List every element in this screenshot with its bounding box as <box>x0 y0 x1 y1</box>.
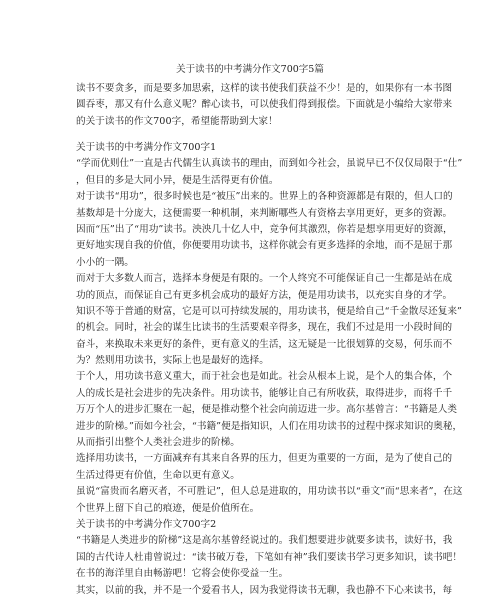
body-line: 功的顶点，而保证自己有更多机会成功的最好方法，便是用功读书，以充实自身的才学。 <box>76 289 453 301</box>
body-line: 为？然则用功读书，实际上也是最好的选择。 <box>76 355 269 367</box>
body-line: ，但目的多是大同小异，便是生活得更有价值。 <box>76 174 279 186</box>
body-line: 奋斗，来换取未来更好的条件，更有意义的生活，这无疑是一比很划算的交易，何乐而不 <box>76 338 453 350</box>
body-line: 知识不等于普通的财富，它是可以可持续发展的，用功读书，便是给自己“千金散尽还复来” <box>76 305 463 317</box>
intro-line: 圆吞枣，那又有什么意义呢？醉心读书，可以使我们得到报偿。下面就是小编给大家带来 <box>76 99 453 111</box>
body-line: 于个人，用功读书意义重大，而于社会也是如此。社会从根本上说，是个人的集合体，个 <box>76 371 453 383</box>
body-line: 而对于大多数人而言，选择本身便是有限的。一个人终究不可能保证自己一生都是站在成 <box>76 273 453 285</box>
body-line: “学而优则仕”一直是古代儒生认真读书的理由，而到如今社会，虽说早已不仅仅局限于“仕” <box>76 158 463 170</box>
article-body <box>76 140 463 599</box>
body-line: 其实，以前的我，并不是一个爱看书人，因为我觉得读书无聊，我也静不下心来读书，每 <box>76 584 453 596</box>
body-line: 更好地实现自我的价值，你便要用功读书，这样你就会有更多选择的余地，而不是屈于那 <box>76 240 453 252</box>
body-line: 万万个人的进步汇聚在一起，便是推动整个社会向前迈进一步。高尔基曾言：“书籍是人类 <box>76 404 458 416</box>
body-line: 的机会。同时，社会的谋生比读书的生活要艰辛得多，现在，我们不过是用一小段时间的 <box>76 322 453 334</box>
intro-line: 的关于读书的作文700字，希望能帮助到大家！ <box>76 115 278 127</box>
body-line: 人的成长是社会进步的先决条件。用功读书，能够让自己有所收获，取得进步，而将千千 <box>76 387 453 399</box>
intro-paragraph <box>76 81 453 130</box>
document-title: 关于读书的中考满分作文700字5篇 <box>176 64 324 75</box>
body-line: 国的古代诗人杜甫曾说过：“读书破万卷，下笔如有神”我们要读书学习更多知识，读书吧！ <box>76 551 463 563</box>
body-line: 虽说“富贵而名磨灭者，不可胜记”，但人总是进取的，用功读书以“垂文”而“思来者”，在这 <box>76 486 463 498</box>
body-line: 在书的海洋里自由畅游吧！它将会使你受益一生。 <box>76 568 289 580</box>
body-line: 基数却是十分庞大，这便需要一种机制，来判断哪些人有资格去享用更好，更多的资源。 <box>76 207 453 219</box>
body-line: 从而指引出整个人类社会进步的阶梯。 <box>76 437 240 449</box>
body-line: 因而“压”出了“用功”读书。泱泱几十亿人中，竞争何其激烈，你若是想享用更好的资源， <box>76 223 453 235</box>
body-line: 小小的一隅。 <box>76 256 134 268</box>
body-line: 选择用功读书，一方面减弃有其来自各界的压力，但更为重要的一方面，是为了使自己的 <box>76 453 453 465</box>
section-heading: 关于读书的中考满分作文700字2 <box>76 518 217 530</box>
intro-line: 读书不要贪多，而是要多加思索，这样的读书使我们获益不少！是的，如果你有一本书图 <box>76 83 453 94</box>
body-line: 对于读书“用功”，很多时候也是“被压”出来的。世界上的各种资源都是有限的，但人口的 <box>76 191 453 203</box>
body-line: “书籍是人类进步的阶梯”这是高尔基曾经说过的。我们想要进步就要多读书，读好书，我 <box>76 535 453 547</box>
section-heading: 关于读书的中考满分作文700字1 <box>76 142 217 153</box>
body-line: 个世界上留下自己的痕迹，便是价值所在。 <box>76 502 260 514</box>
body-line: 进步的阶梯。”而如今社会，“书籍”便是指知识，人们在用功读书的过程中探求知识的奥秘， <box>76 420 463 432</box>
body-line: 生活过得更有价值，生命以更有意义。 <box>76 469 240 481</box>
